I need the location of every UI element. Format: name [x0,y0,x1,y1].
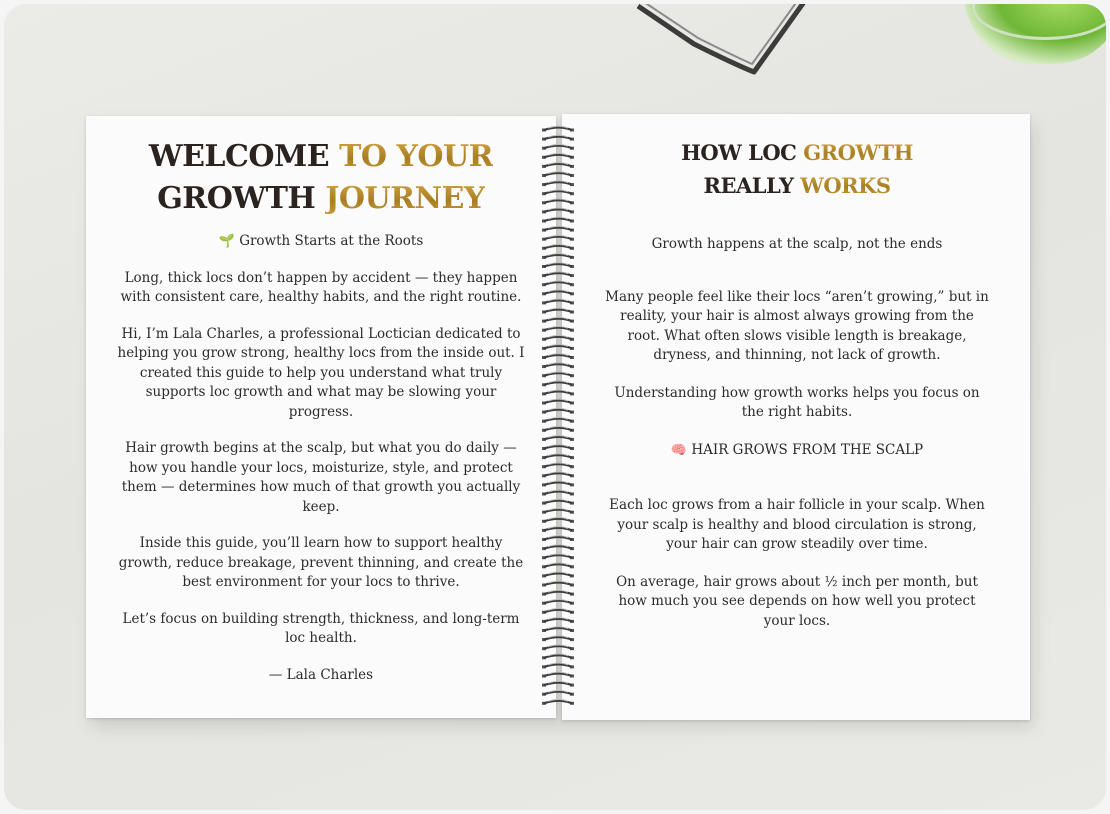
spiral-coil [542,190,574,195]
spiral-coil [542,181,574,186]
spiral-coil [542,417,574,422]
left-paragraph-5: Let’s focus on building strength, thickness, and long-term loc health. [122,610,520,646]
spiral-coil [542,126,574,131]
spiral-coil [542,336,574,341]
spiral-coil [542,454,574,459]
spiral-coil [542,572,574,577]
left-page-content [114,136,528,685]
spiral-coil [542,681,574,686]
spiral-coil [542,399,574,404]
spiral-coil [542,627,574,632]
spiral-coil [542,599,574,604]
spiral-coil [542,581,574,586]
spiral-coil [542,372,574,377]
spiral-coil [542,472,574,477]
brain-icon: 🧠 [670,442,688,458]
spiral-coil [542,408,574,413]
right-title-line1-gold: GROWTH [803,140,913,165]
spiral-coil [542,490,574,495]
right-title-line2-dark: REALLY [703,173,801,198]
spiral-coil [542,554,574,559]
right-page [562,114,1030,720]
spiral-coil [542,254,574,259]
right-page-title [602,136,992,202]
left-page-title [114,136,528,220]
spiral-coil [542,317,574,322]
left-page [86,116,556,718]
left-title-line1-gold: TO YOUR [339,139,494,174]
left-subtitle-text: Growth Starts at the Roots [239,233,424,249]
spiral-coil [542,663,574,668]
spiral-coil [542,463,574,468]
spiral-coil [542,645,574,650]
spiral-coil [542,199,574,204]
spiral-coil [542,700,574,705]
spiral-coil [542,144,574,149]
right-section-heading-text: HAIR GROWS FROM THE SCALP [691,441,924,458]
spiral-coil [542,381,574,386]
left-title-line1-dark: WELCOME [148,139,340,174]
spiral-coil [542,690,574,695]
spiral-coil [542,427,574,432]
spiral-coil [542,299,574,304]
spiral-coil [542,135,574,140]
spiral-coil [542,290,574,295]
left-subtitle [114,232,528,252]
spiral-coil [542,390,574,395]
spiral-coil [542,445,574,450]
right-paragraph-2: Understanding how growth works helps you focus on the right habits. [614,384,980,420]
spiral-coil [542,481,574,486]
left-paragraph-1: Long, thick locs don’t happen by accident — they happen with consistent care, healthy habits, and the right routine. [120,269,522,305]
spiral-coil [542,308,574,313]
spiral-coil [542,618,574,623]
right-page-content [602,136,992,631]
spiral-coil [542,345,574,350]
spiral-binding [540,124,578,714]
spiral-coil [542,563,574,568]
right-paragraph-1: Many people feel like their locs “aren’t growing,” but in reality, your hair is almost always growing from the root. What often slows visible length is breakage, dryness, and thinning, not lack of growth. [605,288,989,363]
spiral-coil [542,354,574,359]
spiral-coil [542,536,574,541]
left-paragraph-3: Hair growth begins at the scalp, but what you do daily — how you handle your locs, moisturize, style, and protect them — determines how much of that growth you actually keep. [121,440,521,515]
left-title-line2-gold: JOURNEY [325,181,485,216]
spiral-coil [542,172,574,177]
spiral-coil [542,609,574,614]
right-lead: Growth happens at the scalp, not the ends [651,236,943,252]
spiral-coil [542,654,574,659]
right-section-paragraph-2: On average, hair grows about ½ inch per month, but how much you see depends on how well you protect your locs. [616,573,978,629]
spiral-coil [542,154,574,159]
spiral-coil [542,499,574,504]
left-paragraph-4: Inside this guide, you’ll learn how to support healthy growth, reduce breakage, prevent thinning, and create the best environment for your locs to thrive. [118,535,524,590]
spiral-coil [542,163,574,168]
left-signature: — Lala Charles [268,666,374,683]
right-section-paragraph-1: Each loc grows from a hair follicle in your scalp. When your scalp is healthy and blood circulation is strong, your hair can grow steadily over time. [609,497,985,552]
spiral-coil [542,263,574,268]
spiral-coil [542,436,574,441]
spiral-coil [542,272,574,277]
photo-frame [4,4,1106,810]
spiral-coil [542,363,574,368]
spiral-coil [542,636,574,641]
spiral-coil [542,545,574,550]
sprout-icon: 🌱 [218,234,235,249]
spiral-coil [542,590,574,595]
spiral-coil [542,672,574,677]
spiral-coil [542,508,574,513]
spiral-coil [542,217,574,222]
spiral-coil [542,527,574,532]
right-section-heading [602,441,992,461]
spiral-coil [542,518,574,523]
spiral-coil [542,326,574,331]
left-title-line2-dark: GROWTH [157,181,326,216]
right-title-line2-gold: WORKS [800,173,891,198]
right-title-line1-dark: HOW LOC [681,140,804,165]
spiral-coil [542,208,574,213]
left-paragraph-2: Hi, I’m Lala Charles, a professional Loctician dedicated to helping you grow strong, healthy locs from the inside out. I created this guide to help you understand what truly supports loc growth and what may be slowing your progress. [117,325,525,420]
eyeglasses-prop [634,4,814,78]
spiral-coil [542,226,574,231]
spiral-coil [542,281,574,286]
spiral-coil [542,245,574,250]
spiral-coil [542,235,574,240]
